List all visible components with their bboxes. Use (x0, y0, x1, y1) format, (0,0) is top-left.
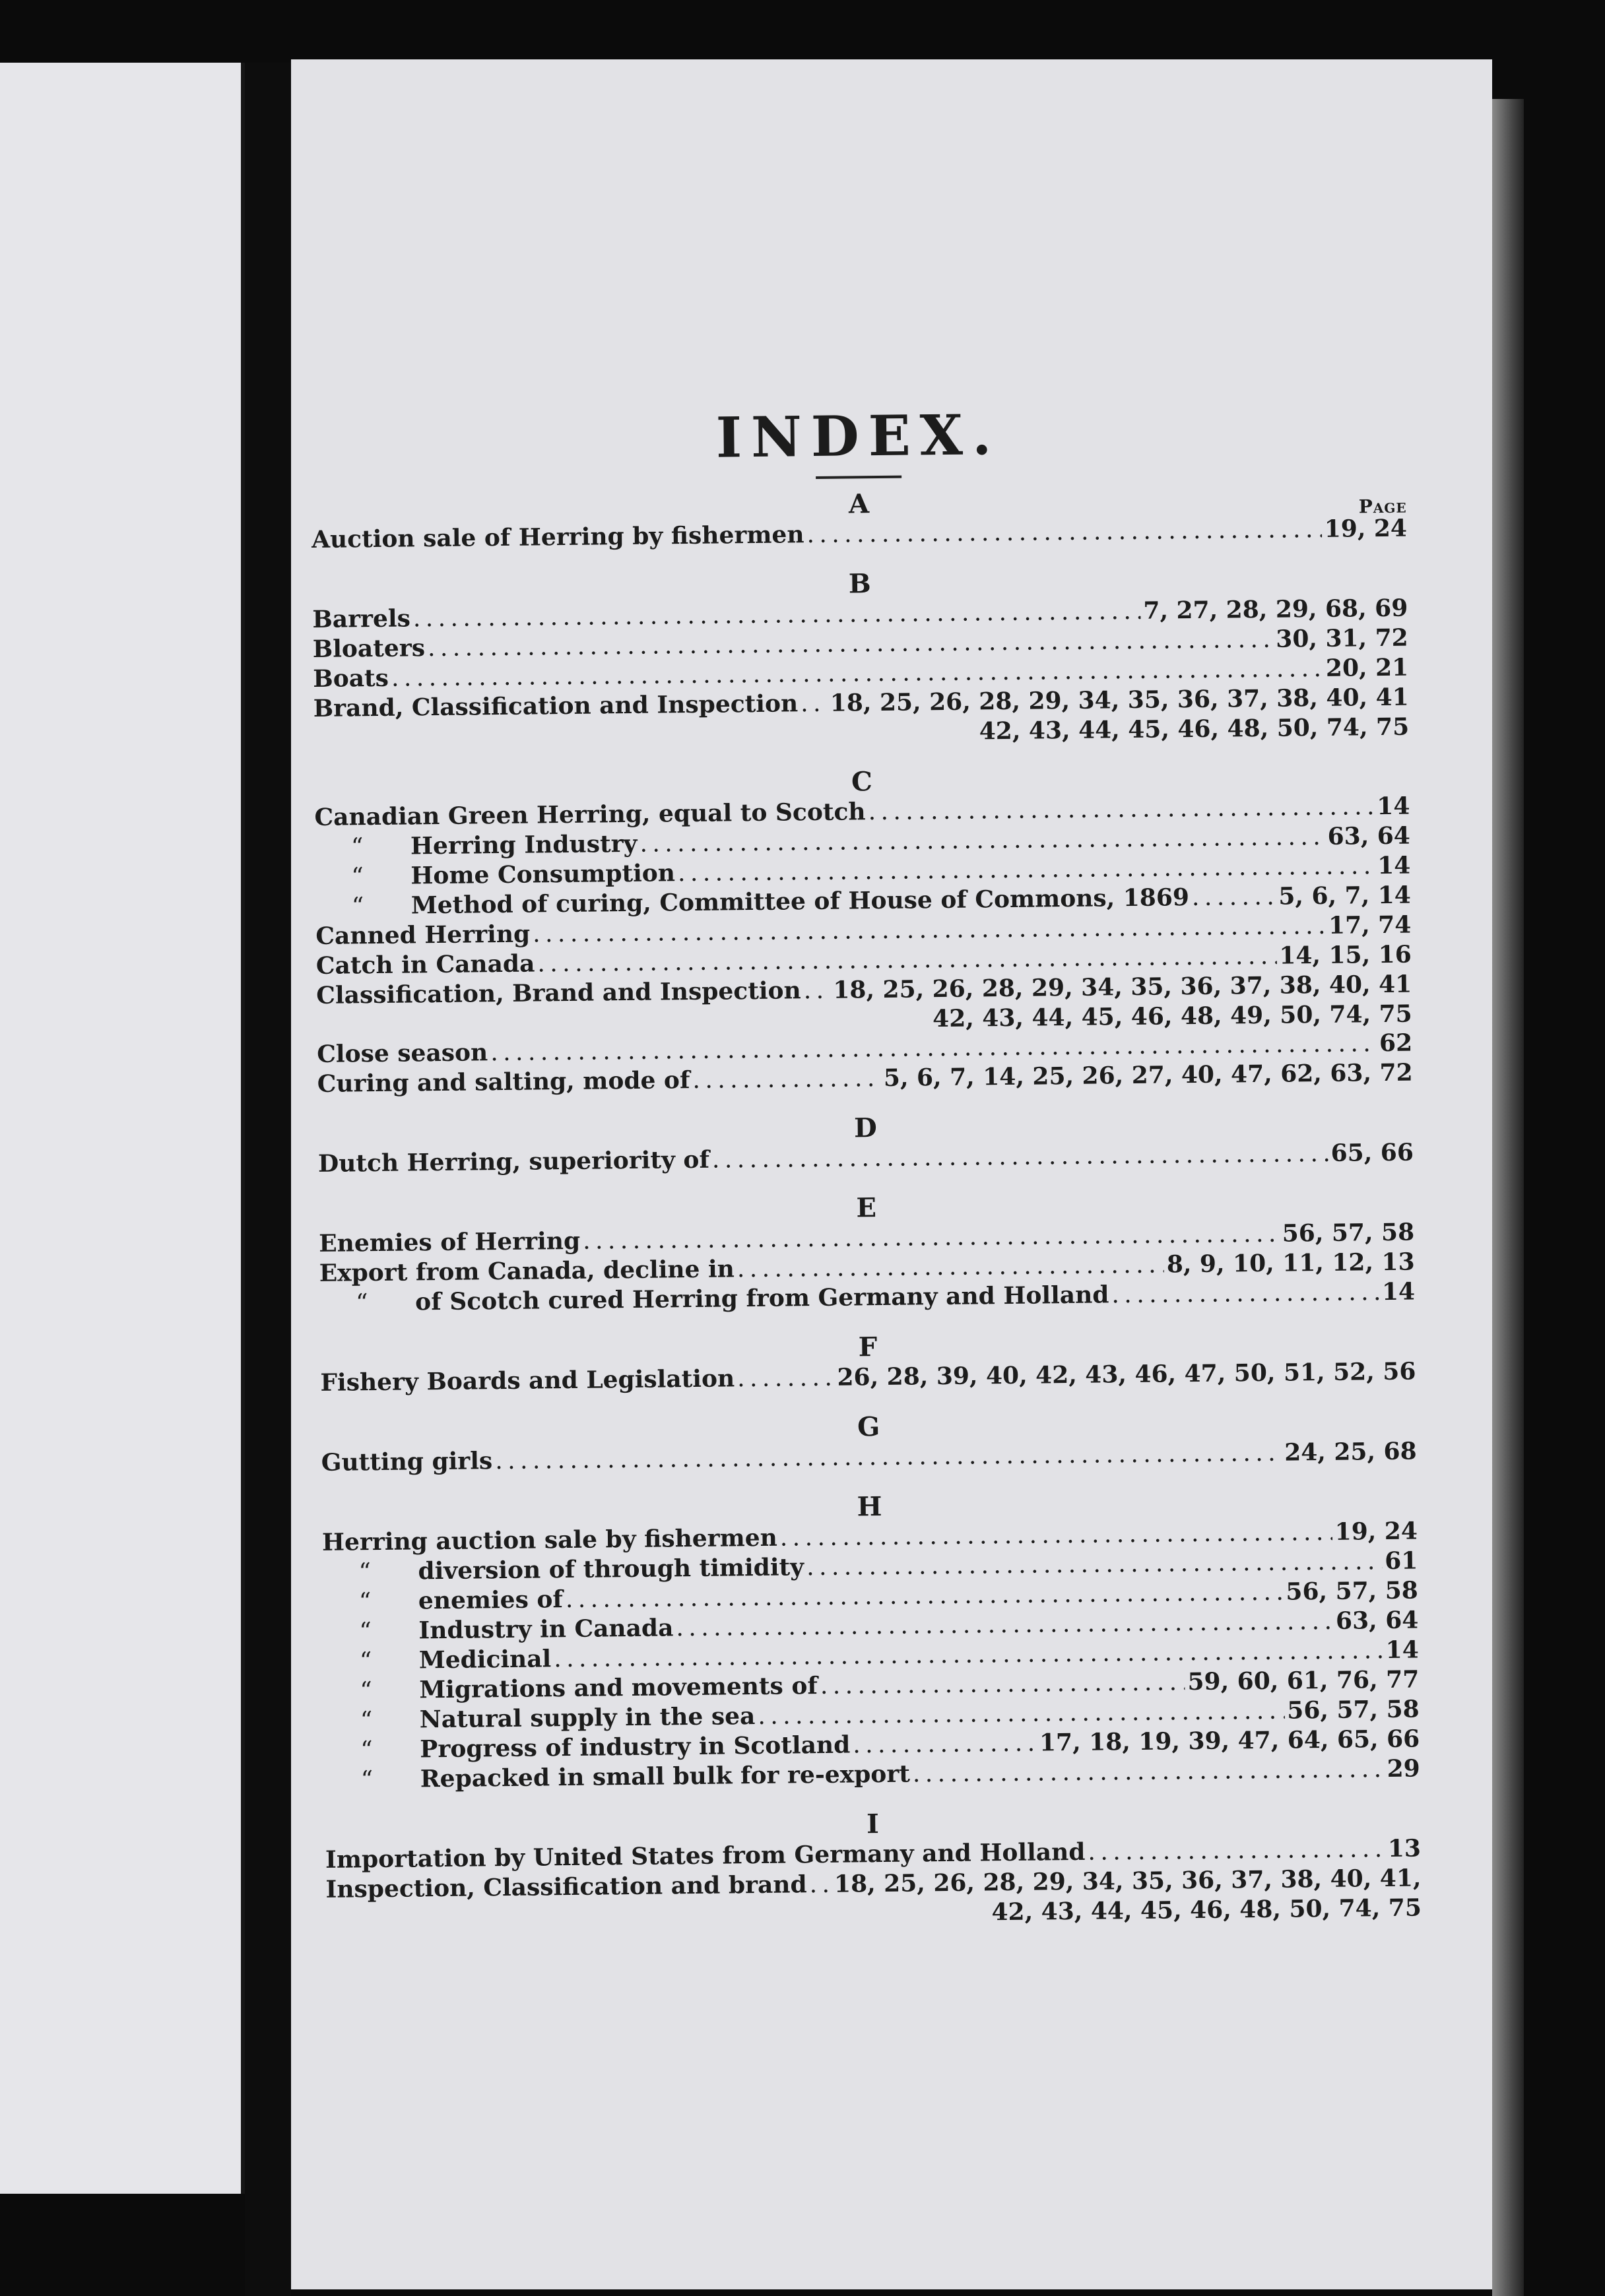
entry-text: of Scotch cured Herring from Germany and Holland (414, 1281, 1109, 1316)
page-title: INDEX. (715, 402, 1001, 470)
leader-dots (1192, 883, 1276, 912)
entry-text: Herring Industry (410, 829, 638, 860)
section-letter: F (858, 1331, 878, 1363)
section-letter: C (851, 766, 873, 798)
index-content (310, 398, 1422, 1943)
entry-label (323, 1671, 818, 1706)
leader-dots (809, 1870, 832, 1899)
ditto-mark: “ (360, 1677, 372, 1705)
entry-text: Progress of industry in Scotland (420, 1731, 851, 1764)
ditto-mark: “ (355, 1289, 368, 1317)
entry-text: Enemies of Herring (319, 1227, 581, 1258)
entry-pages: 14 (1377, 851, 1411, 880)
entry-label (323, 1644, 552, 1676)
entry-label (324, 1702, 756, 1736)
entry-pages: 5, 6, 7, 14, 25, 26, 27, 40, 47, 62, 63, 72 (883, 1058, 1413, 1092)
entry-pages: 56, 57, 58 (1287, 1695, 1420, 1725)
entry-text: Herring auction sale by fishermen (321, 1523, 778, 1556)
entry-text: Inspection, Classification and brand (325, 1870, 807, 1903)
leader-dots (801, 689, 828, 718)
ditto-mark: “ (360, 1707, 373, 1735)
entry-pages: 65, 66 (1330, 1138, 1414, 1167)
entry-text: Natural supply in the sea (419, 1702, 756, 1734)
entry-text: Gutting girls (321, 1447, 493, 1477)
ditto-mark: “ (350, 833, 364, 861)
entry-pages: 26, 28, 39, 40, 42, 43, 46, 47, 50, 51, 52, 56 (837, 1357, 1416, 1391)
leader-dots (692, 1064, 881, 1095)
entry-label (319, 1254, 735, 1288)
entry-text: Brand, Classification and Inspection (313, 689, 799, 722)
facing-page-edge (0, 63, 245, 2194)
entry-pages: 19, 24 (1334, 1517, 1418, 1546)
entry-text: Boats (313, 664, 389, 693)
section-letter-row (311, 473, 1407, 525)
entry-pages: 62 (1379, 1029, 1413, 1058)
entry-label (317, 1038, 488, 1069)
entry-text: Industry in Canada (418, 1614, 674, 1645)
entry-label (325, 1760, 911, 1795)
entry-pages: 18, 25, 26, 28, 29, 34, 35, 36, 37, 38, 40, 41 (830, 683, 1409, 717)
book-gutter (245, 63, 291, 2296)
entry-pages: 14 (1385, 1636, 1420, 1665)
entry-pages: 20, 21 (1325, 653, 1409, 682)
entry-pages: 63, 64 (1327, 821, 1411, 850)
section-letter: H (857, 1491, 882, 1523)
ditto-mark: “ (351, 893, 364, 920)
entry-label (315, 829, 638, 862)
section-letter: B (848, 568, 871, 600)
ditto-mark: “ (359, 1647, 372, 1675)
entry-pages: 19, 24 (1324, 514, 1408, 543)
entry-label (323, 1613, 673, 1647)
leader-dots (1111, 1278, 1379, 1310)
entry-label (313, 664, 389, 693)
entry-pages: 14 (1377, 792, 1410, 821)
entry-text: diversion of through timidity (418, 1553, 804, 1585)
entry-text: Classification, Brand and Inspection (316, 976, 801, 1009)
leader-dots (803, 976, 830, 1005)
entry-label (316, 976, 801, 1010)
entry-text: Export from Canada, decline in (319, 1255, 735, 1287)
section-letter: A (848, 488, 870, 520)
entry-label (317, 1066, 690, 1099)
entry-pages-continued: 42, 43, 44, 45, 46, 48, 50, 74, 75 (979, 713, 1410, 746)
entry-label (322, 1552, 804, 1587)
entry-pages: 14, 15, 16 (1279, 940, 1412, 970)
entry-text: Method of curing, Committee of House of Commons, 1869 (410, 883, 1190, 920)
section-letter: E (856, 1192, 877, 1224)
entry-pages: 5, 6, 7, 14 (1278, 881, 1412, 910)
entry-label (316, 949, 535, 980)
entry-pages: 7, 27, 28, 29, 68, 69 (1143, 594, 1408, 625)
ditto-mark: “ (358, 1558, 372, 1586)
entry-pages: 63, 64 (1335, 1606, 1419, 1635)
entry-pages: 18, 25, 26, 28, 29, 34, 35, 36, 37, 38, 40, 41 (833, 970, 1412, 1004)
entry-pages: 61 (1385, 1547, 1418, 1576)
entry-pages: 56, 57, 58 (1282, 1218, 1415, 1248)
page-column-label: Page (1358, 495, 1407, 518)
entry-pages-continued: 42, 43, 44, 45, 46, 48, 49, 50, 74, 75 (932, 1000, 1412, 1033)
entry-label (323, 1585, 563, 1617)
ditto-mark: “ (351, 863, 364, 891)
leader-dots (853, 1729, 1037, 1760)
entry-text: enemies of (418, 1585, 564, 1615)
entry-pages: 29 (1387, 1754, 1420, 1783)
entry-text: Dutch Herring, superiority of (317, 1145, 710, 1178)
entry-label (315, 858, 675, 892)
entry-pages: 24, 25, 68 (1284, 1437, 1417, 1467)
entry-text: Medicinal (418, 1645, 552, 1674)
entry-text: Fishery Boards and Legislation (320, 1364, 735, 1397)
entry-pages: 56, 57, 58 (1286, 1576, 1419, 1606)
ditto-mark: “ (360, 1737, 373, 1764)
entry-label (313, 633, 426, 664)
entry-pages: 59, 60, 61, 76, 77 (1187, 1665, 1420, 1696)
section-letter: D (853, 1112, 878, 1144)
entry-pages: 17, 18, 19, 39, 47, 64, 65, 66 (1039, 1725, 1420, 1757)
entry-pages: 14 (1381, 1277, 1416, 1306)
section-letter: I (866, 1808, 880, 1840)
entry-label (325, 1870, 807, 1904)
ditto-mark: “ (360, 1766, 374, 1794)
entry-pages: 18, 25, 26, 28, 29, 34, 35, 36, 37, 38, 40, 41, (834, 1864, 1422, 1898)
entry-text: Bloaters (312, 634, 426, 663)
entry-pages: 8, 9, 10, 11, 12, 13 (1166, 1248, 1415, 1279)
leader-dots (820, 1668, 1185, 1701)
entry-text: Curing and salting, mode of (317, 1066, 690, 1098)
entry-text: Barrels (312, 604, 411, 633)
entry-pages: 17, 74 (1328, 910, 1412, 940)
entry-text: Close season (317, 1038, 488, 1068)
entry-label (313, 689, 799, 723)
entry-pages: 13 (1387, 1834, 1422, 1863)
entry-text: Migrations and movements of (419, 1672, 818, 1704)
leader-dots (737, 1251, 1164, 1285)
entry-text: Catch in Canada (315, 949, 535, 980)
leader-dots (913, 1755, 1385, 1789)
index-sections (311, 473, 1422, 1943)
entry-label (315, 920, 530, 951)
entry-text: Home Consumption (410, 859, 676, 890)
section-letter: G (857, 1411, 880, 1443)
page-edge-shadow (1492, 99, 1524, 2296)
entry-text: Repacked in small bulk for re-export (420, 1760, 911, 1793)
ditto-mark: “ (359, 1618, 372, 1645)
entry-text: Importation by United States from Germany and Holland (325, 1837, 1086, 1874)
ditto-mark: “ (358, 1588, 372, 1616)
entry-pages: 30, 31, 72 (1276, 623, 1408, 653)
entry-text: Canadian Green Herring, equal to Scotch (314, 798, 866, 831)
entry-pages-continued: 42, 43, 44, 45, 46, 48, 50, 74, 75 (991, 1894, 1422, 1927)
entry-text: Canned Herring (315, 920, 531, 950)
entry-text: Auction sale of Herring by fishermen (311, 521, 804, 554)
